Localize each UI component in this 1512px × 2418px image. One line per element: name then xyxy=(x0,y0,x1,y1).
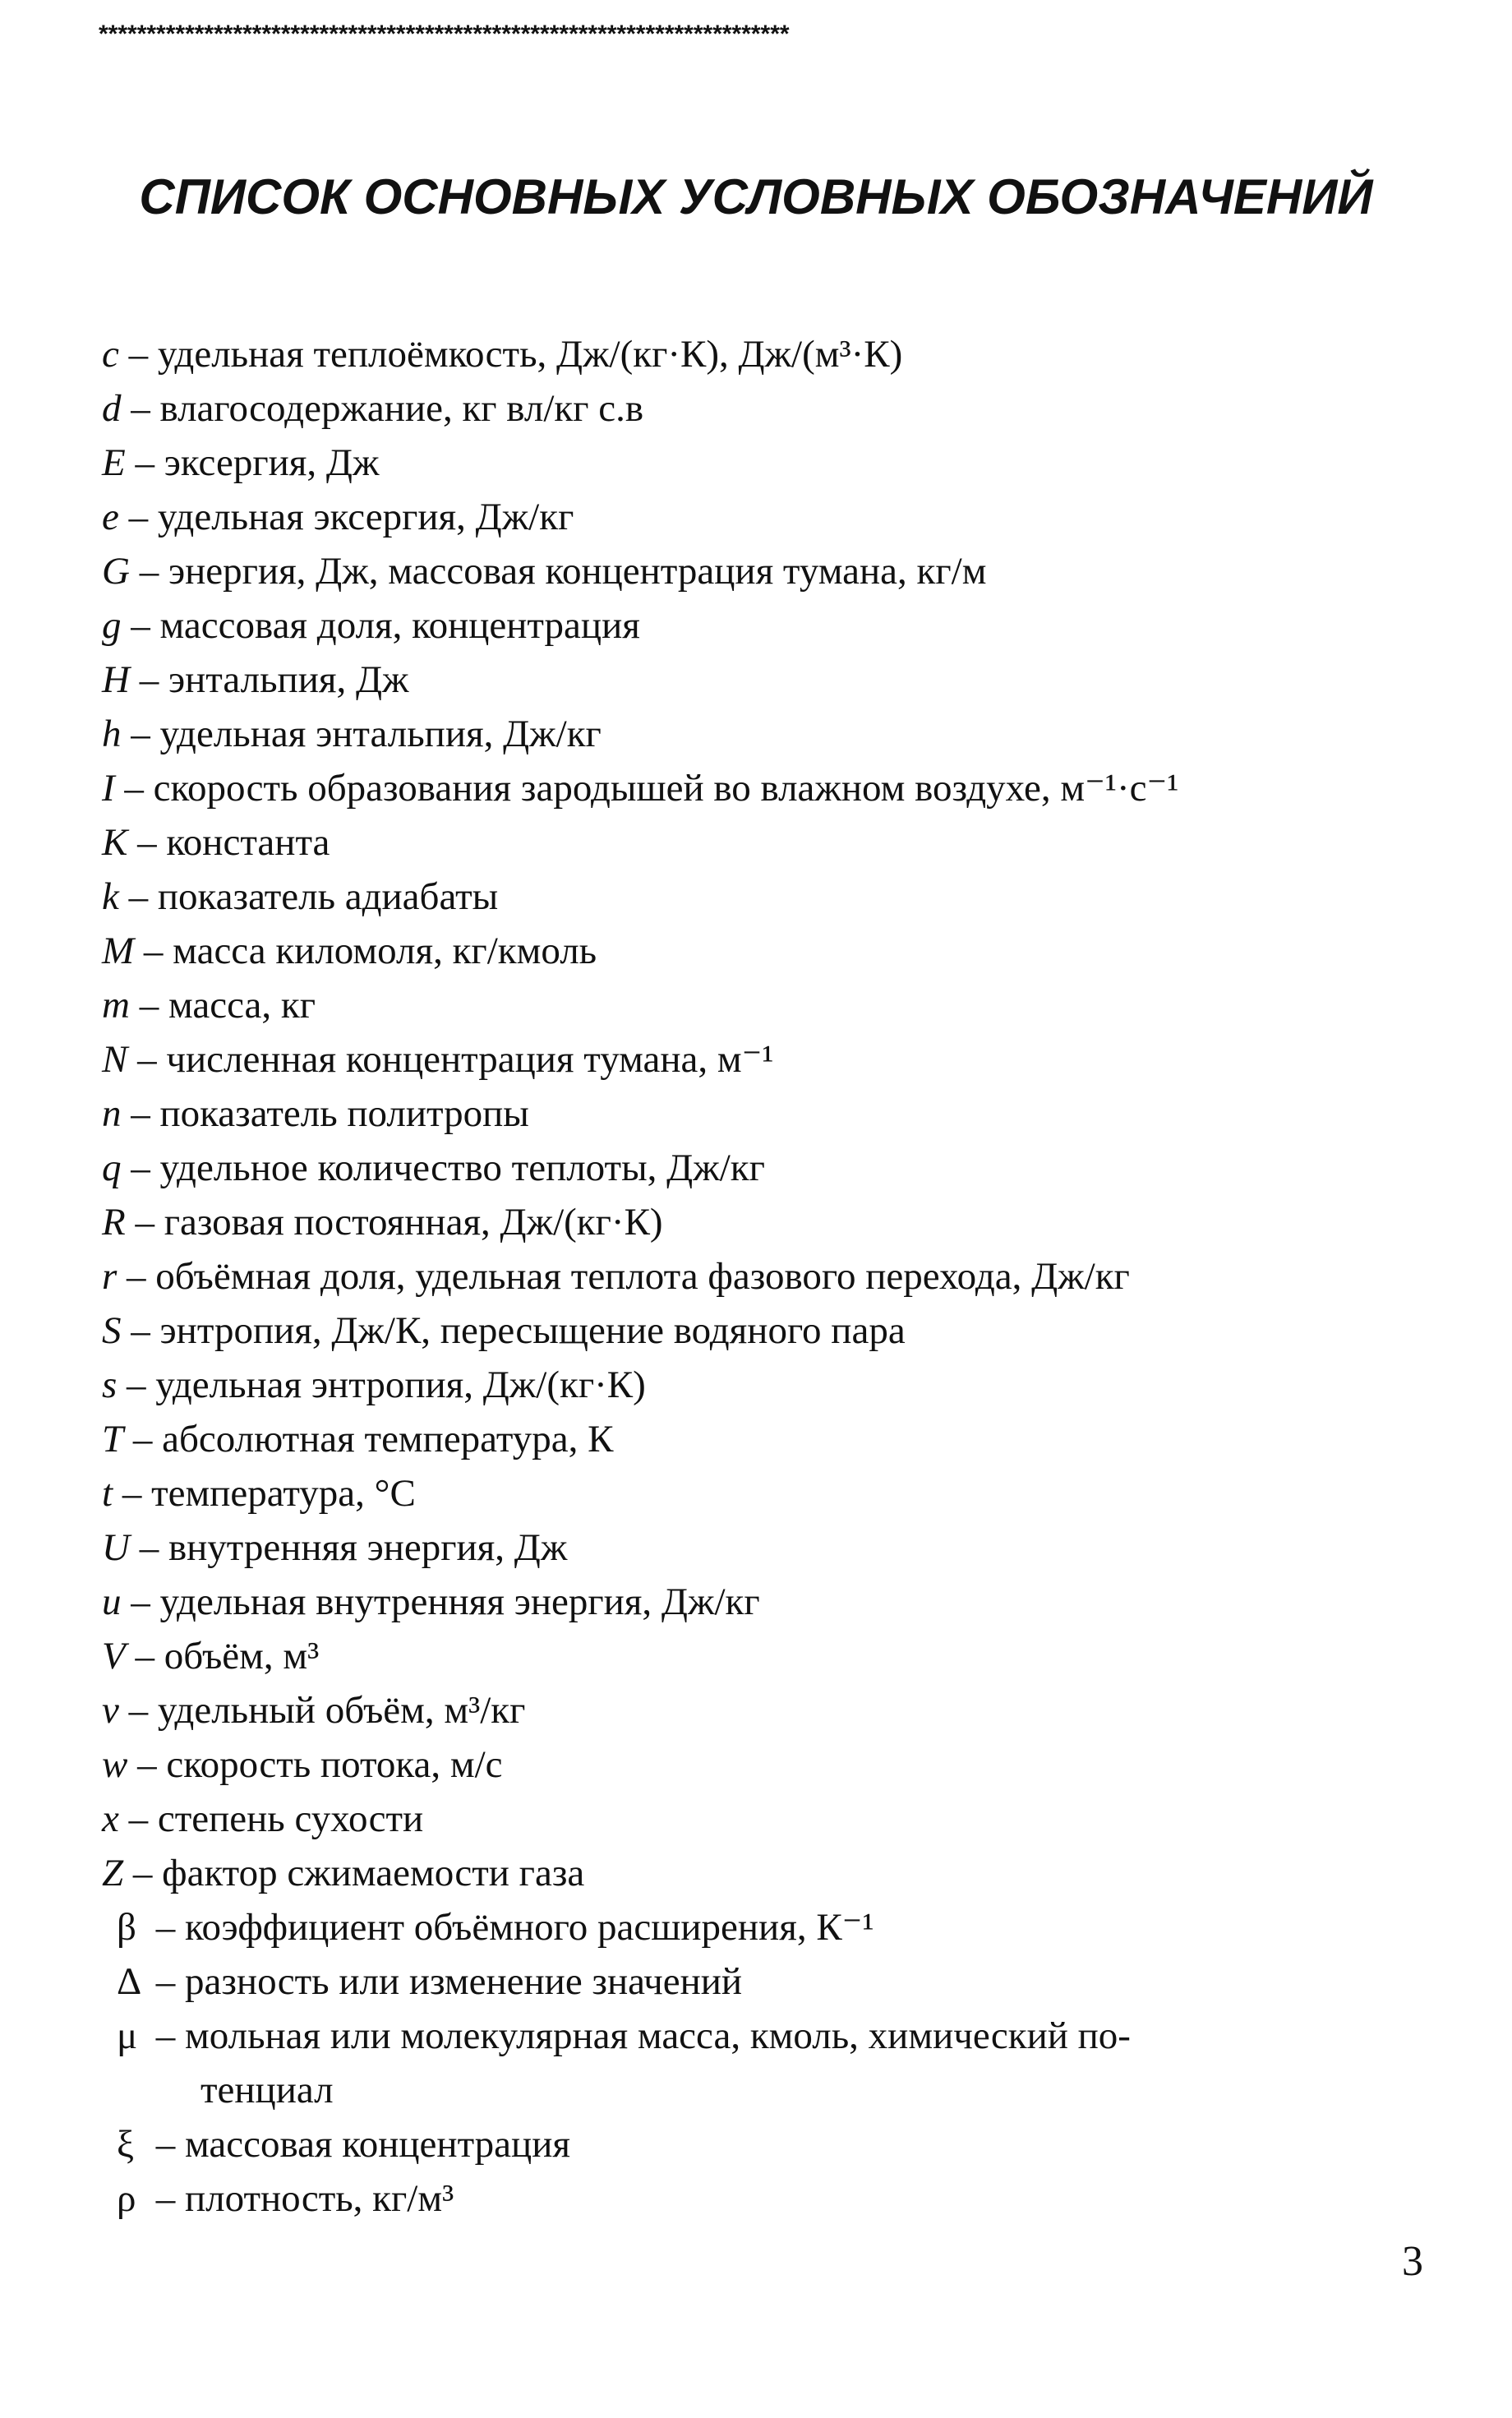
notation-entry xyxy=(102,1466,1335,1520)
notation-entry xyxy=(102,1900,1335,1954)
notation-symbol: U xyxy=(102,1526,130,1569)
notation-description: – коэффициент объёмного расширения, К⁻¹ xyxy=(146,1906,874,1949)
notation-description: – скорость образования зародышей во влажном воздухе, м⁻¹·с⁻¹ xyxy=(114,767,1179,810)
notation-symbol: Z xyxy=(102,1852,124,1894)
notation-symbol: I xyxy=(102,767,115,810)
notation-description: – удельная внутренняя энергия, Дж/кг xyxy=(121,1580,760,1623)
notation-symbol: t xyxy=(102,1472,113,1515)
notation-entry xyxy=(102,436,1335,490)
notation-symbol: k xyxy=(102,875,119,918)
notation-symbol: w xyxy=(102,1743,128,1786)
notation-entry xyxy=(102,1141,1335,1195)
notation-description: – плотность, кг/м³ xyxy=(146,2177,454,2220)
notation-description: – численная концентрация тумана, м⁻¹ xyxy=(127,1038,774,1081)
notation-list xyxy=(102,327,1335,2226)
notation-symbol: T xyxy=(102,1418,124,1460)
notation-entry xyxy=(102,2171,1335,2226)
notation-symbol: ρ xyxy=(117,2177,136,2220)
notation-symbol: G xyxy=(102,550,130,593)
notation-description: – объёмная доля, удельная теплота фазового перехода, Дж/кг xyxy=(117,1255,1130,1298)
notation-symbol: u xyxy=(102,1580,122,1623)
notation-description: – эксергия, Дж xyxy=(125,441,380,484)
notation-description: – скорость потока, м/с xyxy=(127,1743,503,1786)
notation-entry xyxy=(102,2009,1335,2117)
notation-description: – удельный объём, м³/кг xyxy=(118,1689,526,1732)
notation-entry xyxy=(102,1792,1335,1846)
notation-description: – энтропия, Дж/К, пересыщение водяного пара xyxy=(121,1309,906,1352)
notation-description: – удельное количество теплоты, Дж/кг xyxy=(121,1147,765,1189)
notation-entry xyxy=(102,2117,1335,2171)
notation-description: – влагосодержание, кг вл/кг с.в xyxy=(121,387,644,430)
notation-description: – показатель политропы xyxy=(121,1092,529,1135)
notation-entry xyxy=(102,1575,1335,1629)
notation-entry xyxy=(102,1629,1335,1683)
notation-entry xyxy=(102,327,1335,381)
notation-symbol: x xyxy=(102,1797,119,1840)
notation-entry xyxy=(102,924,1335,978)
notation-entry xyxy=(102,1954,1335,2009)
notation-description: – показатель адиабаты xyxy=(118,875,499,918)
notation-description: – температура, °С xyxy=(113,1472,416,1515)
notation-description: – масса киломоля, кг/кмоль xyxy=(134,930,597,972)
notation-description: – массовая концентрация xyxy=(146,2123,570,2166)
notation-symbol: Δ xyxy=(117,1960,142,2003)
notation-symbol: v xyxy=(102,1689,119,1732)
notation-symbol: m xyxy=(102,984,130,1027)
notation-entry xyxy=(102,490,1335,544)
notation-entry xyxy=(102,1195,1335,1249)
notation-description: – удельная энтропия, Дж/(кг·К) xyxy=(117,1364,646,1406)
notation-symbol: E xyxy=(102,441,126,484)
notation-symbol: c xyxy=(102,333,119,376)
notation-entry xyxy=(102,870,1335,924)
notation-symbol: r xyxy=(102,1255,118,1298)
notation-symbol: q xyxy=(102,1147,122,1189)
notation-symbol: n xyxy=(102,1092,122,1135)
notation-entry xyxy=(102,761,1335,815)
notation-entry xyxy=(102,707,1335,761)
notation-symbol: K xyxy=(102,821,128,864)
notation-description: – разность или изменение значений xyxy=(146,1960,743,2003)
notation-description: – удельная теплоёмкость, Дж/(кг·К), Дж/(м³·К) xyxy=(118,333,903,376)
page-title: СПИСОК ОСНОВНЫХ УСЛОВНЫХ ОБОЗНАЧЕНИЙ xyxy=(139,169,1373,224)
notation-symbol: g xyxy=(102,604,122,647)
notation-description-continuation: тенциал xyxy=(201,2069,334,2111)
notation-entry xyxy=(102,1032,1335,1087)
notation-symbol: d xyxy=(102,387,122,430)
notation-entry xyxy=(102,1358,1335,1412)
notation-entry xyxy=(102,1412,1335,1466)
notation-description: – мольная или молекулярная масса, кмоль, химический по- xyxy=(146,2014,1131,2057)
notation-entry xyxy=(102,653,1335,707)
notation-entry xyxy=(102,544,1335,598)
notation-entry xyxy=(102,1520,1335,1575)
notation-description: – удельная эксергия, Дж/кг xyxy=(118,496,574,538)
notation-entry xyxy=(102,978,1335,1032)
notation-entry xyxy=(102,1737,1335,1792)
notation-description: – объём, м³ xyxy=(125,1635,320,1677)
notation-symbol: R xyxy=(102,1201,126,1244)
notation-description: – степень сухости xyxy=(118,1797,424,1840)
notation-symbol: ξ xyxy=(117,2123,134,2166)
notation-description: – удельная энтальпия, Дж/кг xyxy=(121,713,602,755)
notation-description: – масса, кг xyxy=(129,984,316,1027)
notation-symbol: H xyxy=(102,658,130,701)
notation-entry xyxy=(102,1249,1335,1304)
notation-symbol: V xyxy=(102,1635,126,1677)
notation-symbol: s xyxy=(102,1364,118,1406)
notation-description: – константа xyxy=(127,821,330,864)
header-asterisk-rule: ************************************************************************ xyxy=(99,21,790,48)
notation-description: – внутренняя энергия, Дж xyxy=(129,1526,568,1569)
notation-entry xyxy=(102,815,1335,870)
notation-symbol: M xyxy=(102,930,135,972)
notation-symbol: N xyxy=(102,1038,128,1081)
notation-description: – энергия, Дж, массовая концентрация тумана, кг/м xyxy=(129,550,987,593)
notation-description: – массовая доля, концентрация xyxy=(121,604,640,647)
notation-entry xyxy=(102,381,1335,436)
page-number: 3 xyxy=(1402,2238,1423,2285)
notation-symbol: h xyxy=(102,713,122,755)
notation-entry xyxy=(102,1683,1335,1737)
notation-entry xyxy=(102,598,1335,653)
notation-description: – абсолютная температура, К xyxy=(123,1418,614,1460)
notation-symbol: S xyxy=(102,1309,122,1352)
notation-entry xyxy=(102,1087,1335,1141)
notation-description: – газовая постоянная, Дж/(кг·К) xyxy=(125,1201,663,1244)
notation-symbol: β xyxy=(117,1906,136,1949)
notation-symbol: μ xyxy=(117,2014,138,2057)
notation-symbol: e xyxy=(102,496,119,538)
notation-description: – фактор сжимаемости газа xyxy=(123,1852,585,1894)
notation-entry xyxy=(102,1304,1335,1358)
notation-description: – энтальпия, Дж xyxy=(129,658,409,701)
notation-entry xyxy=(102,1846,1335,1900)
